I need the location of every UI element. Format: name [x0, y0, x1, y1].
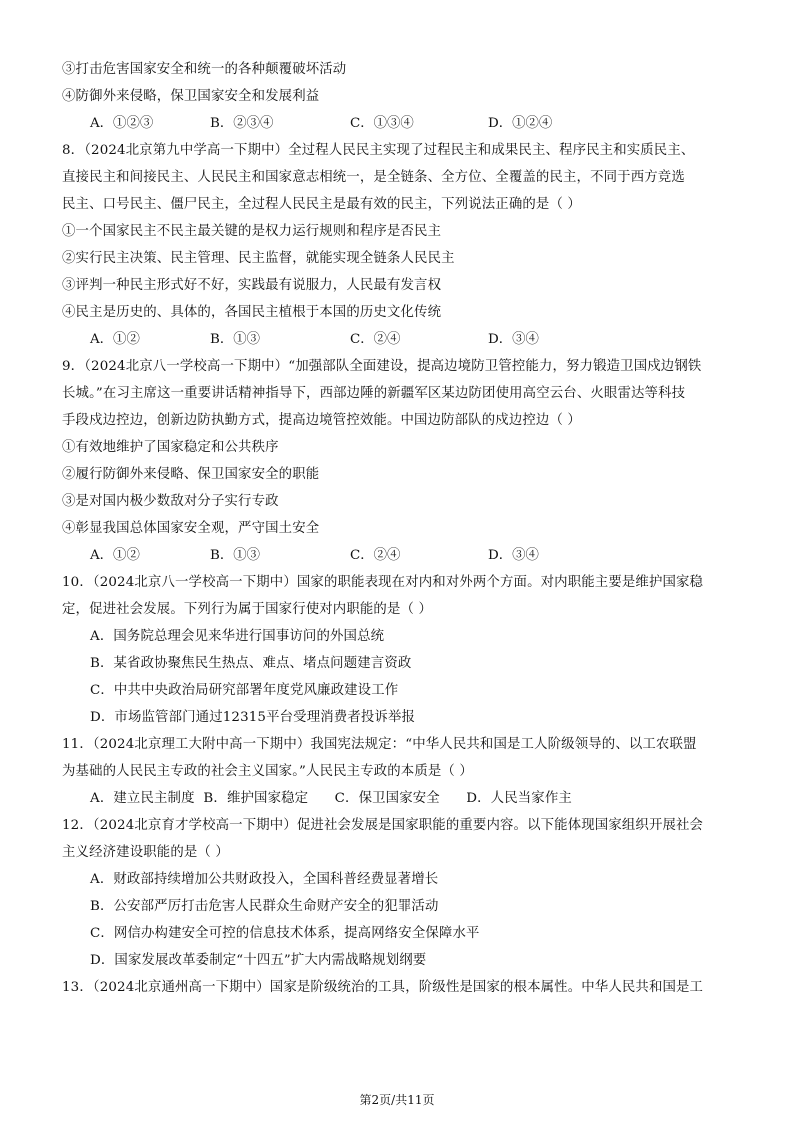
q9-stem-line-2: 长城。”在习主席这一重要讲话精神指导下，西部边陲的新疆军区某边防团使用高空云台、火眼雷达等科技	[62, 386, 686, 401]
q7-statement-3: ③打击危害国家安全和统一的各种颠覆破坏活动	[62, 62, 347, 77]
q10-option-b: B．某省政协聚焦民生热点、难点、堵点问题建言资政	[90, 656, 412, 671]
q8-option-a: A．①②	[90, 332, 140, 347]
q7-option-a: A．①②③	[90, 116, 154, 131]
q8-stem-line-3: 民主、口号民主、僵尸民主，全过程人民民主是最有效的民主，下列说法正确的是（ ）	[62, 197, 581, 212]
q10-option-a: A．国务院总理会见来华进行国事访问的外国总统	[90, 629, 385, 644]
q9-option-a: A．①②	[90, 548, 140, 563]
q12-option-b: B．公安部严厉打击危害人民群众生命财产安全的犯罪活动	[90, 899, 439, 914]
q11-stem-line-1: 11．（2024北京理工大附中高一下期中）我国宪法规定：“中华人民共和国是工人阶级领导的、以工农联盟	[62, 737, 697, 752]
q12-option-d: D．国家发展改革委制定“十四五”扩大内需战略规划纲要	[90, 953, 427, 968]
q9-statement-4: ④彰显我国总体国家安全观，严守国土安全	[62, 521, 320, 536]
q8-statement-2: ②实行民主决策、民主管理、民主监督，就能实现全链条人民民主	[62, 251, 455, 266]
q13-stem-line-1: 13．（2024北京通州高一下期中）国家是阶级统治的工具，阶级性是国家的根本属性。中华人民共和国是工	[62, 980, 704, 995]
q8-stem-line-1: 8．（2024北京第九中学高一下期中）全过程人民民主实现了过程民主和成果民主、程序民主和实质民主、	[62, 143, 695, 158]
q9-statement-1: ①有效地维护了国家稳定和公共秩序	[62, 440, 279, 455]
q10-option-c: C．中共中央政治局研究部署年度党风廉政建设工作	[90, 683, 399, 698]
q10-stem-line-1: 10．（2024北京八一学校高一下期中）国家的职能表现在对内和对外两个方面。对内职能主要是维护国家稳	[62, 575, 704, 590]
q8-statement-1: ①一个国家民主不民主最关键的是权力运行规则和程序是否民主	[62, 224, 442, 239]
q8-statement-3: ③评判一种民主形式好不好，实践最有说服力，人民最有发言权	[62, 278, 442, 293]
q11-stem-line-2: 为基础的人民民主专政的社会主义国家。”人民民主专政的本质是（ ）	[62, 764, 473, 779]
q7-option-d: D．①②④	[488, 116, 553, 131]
q7-option-c: C．①③④	[350, 116, 414, 131]
q8-option-b: B．①③	[210, 332, 261, 347]
q8-option-d: D．③④	[488, 332, 539, 347]
q8-option-c: C．②④	[350, 332, 401, 347]
q12-stem-line-2: 主义经济建设职能的是（ ）	[62, 845, 229, 860]
page-footer: 第2页/共11页	[359, 1093, 435, 1107]
q10-stem-line-2: 定，促进社会发展。下列行为属于国家行使对内职能的是（ ）	[62, 602, 433, 617]
q10-option-d: D．市场监管部门通过12315平台受理消费者投诉举报	[90, 710, 416, 725]
q11-options: A．建立民主制度 B．维护国家稳定 C．保卫国家安全 D．人民当家作主	[90, 791, 572, 806]
q9-stem-line-1: 9．（2024北京八一学校高一下期中）“加强部队全面建设，提高边境防卫管控能力，努力锻造卫国戍边钢铁	[62, 359, 702, 374]
q9-statement-3: ③是对国内极少数敌对分子实行专政	[62, 494, 279, 509]
q9-option-b: B．①③	[210, 548, 261, 563]
q7-statement-4: ④防御外来侵略，保卫国家安全和发展利益	[62, 89, 320, 104]
q9-stem-line-3: 手段戍边控边，创新边防执勤方式，提高边境管控效能。中国边防部队的戍边控边（ ）	[62, 413, 581, 428]
q12-option-a: A．财政部持续增加公共财政投入，全国科普经费显著增长	[90, 872, 439, 887]
q12-stem-line-1: 12．（2024北京育才学校高一下期中）促进社会发展是国家职能的重要内容。以下能体现国家组织开展社会	[62, 818, 704, 833]
q9-statement-2: ②履行防御外来侵略、保卫国家安全的职能	[62, 467, 320, 482]
q8-statement-4: ④民主是历史的、具体的，各国民主植根于本国的历史文化传统	[62, 305, 442, 320]
q12-option-c: C．网信办构建安全可控的信息技术体系，提高网络安全保障水平	[90, 926, 480, 941]
q7-option-b: B．②③④	[210, 116, 274, 131]
q9-option-c: C．②④	[350, 548, 401, 563]
q8-stem-line-2: 直接民主和间接民主、人民民主和国家意志相统一，是全链条、全方位、全覆盖的民主，不同于西方竞选	[62, 170, 685, 185]
q9-option-d: D．③④	[488, 548, 539, 563]
